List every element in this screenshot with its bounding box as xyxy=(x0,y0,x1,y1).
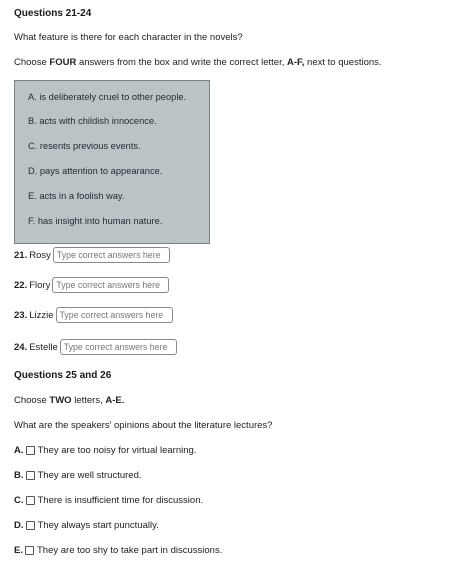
choice-text: There is insufficient time for discussion. xyxy=(37,495,204,506)
instruction-letters: A-E. xyxy=(105,395,125,406)
instruction-text: Choose xyxy=(14,57,50,68)
checkbox[interactable] xyxy=(25,546,34,555)
instruction-text: next to questions. xyxy=(304,57,382,68)
section2-instruction xyxy=(14,395,124,406)
instruction-text: answers from the box and write the correct letter, xyxy=(76,57,287,68)
options-box xyxy=(14,80,210,244)
choice-letter: D. xyxy=(14,520,24,531)
checkbox[interactable] xyxy=(26,471,35,480)
answer-input-22[interactable] xyxy=(52,277,169,293)
option-b: B. acts with childish innocence. xyxy=(28,116,157,126)
question-22-row xyxy=(14,277,169,293)
choice-letter: B. xyxy=(14,470,24,481)
question-number: 23. xyxy=(14,309,28,321)
choice-d[interactable] xyxy=(14,520,159,531)
option-d: D. pays attention to appearance. xyxy=(28,166,163,176)
option-a: A. is deliberately cruel to other people. xyxy=(28,92,187,102)
question-23-row xyxy=(14,307,173,323)
question-character: Lizzie xyxy=(29,309,54,321)
answer-input-23[interactable] xyxy=(56,307,173,323)
choice-b[interactable] xyxy=(14,470,142,481)
question-number: 21. xyxy=(14,249,28,261)
section1-instruction xyxy=(14,57,382,68)
question-character: Flory xyxy=(29,279,51,291)
answer-input-21[interactable] xyxy=(53,247,170,263)
instruction-letters: A-F, xyxy=(287,57,305,68)
instruction-count: TWO xyxy=(49,395,72,406)
checkbox[interactable] xyxy=(26,521,35,530)
instruction-text: letters, xyxy=(71,395,106,406)
question-number: 24. xyxy=(14,341,28,353)
choice-e[interactable] xyxy=(14,545,222,556)
section2-heading: Questions 25 and 26 xyxy=(14,370,112,381)
section2-question: What are the speakers' opinions about the literature lectures? xyxy=(14,420,273,431)
instruction-count: FOUR xyxy=(49,57,77,68)
question-24-row xyxy=(14,339,177,355)
choice-text: They are well structured. xyxy=(37,470,142,481)
checkbox[interactable] xyxy=(26,496,35,505)
option-e: E. acts in a foolish way. xyxy=(28,191,125,201)
choice-letter: E. xyxy=(14,545,23,556)
choice-text: They are too shy to take part in discussions. xyxy=(36,545,223,556)
choice-a[interactable] xyxy=(14,445,196,456)
section1-heading: Questions 21-24 xyxy=(14,8,92,19)
choice-letter: A. xyxy=(14,445,24,456)
choice-text: They are too noisy for virtual learning. xyxy=(37,445,197,456)
instruction-text: Choose xyxy=(14,395,50,406)
choice-letter: C. xyxy=(14,495,24,506)
question-character: Rosy xyxy=(29,249,51,261)
choice-text: They always start punctually. xyxy=(37,520,159,531)
choice-c[interactable] xyxy=(14,495,203,506)
option-f: F. has insight into human nature. xyxy=(28,216,163,226)
question-character: Estelle xyxy=(29,341,58,353)
question-number: 22. xyxy=(14,279,28,291)
option-c: C. resents previous events. xyxy=(28,141,141,151)
question-21-row xyxy=(14,247,170,263)
section1-question: What feature is there for each character in the novels? xyxy=(14,32,243,43)
answer-input-24[interactable] xyxy=(60,339,177,355)
checkbox[interactable] xyxy=(26,446,35,455)
